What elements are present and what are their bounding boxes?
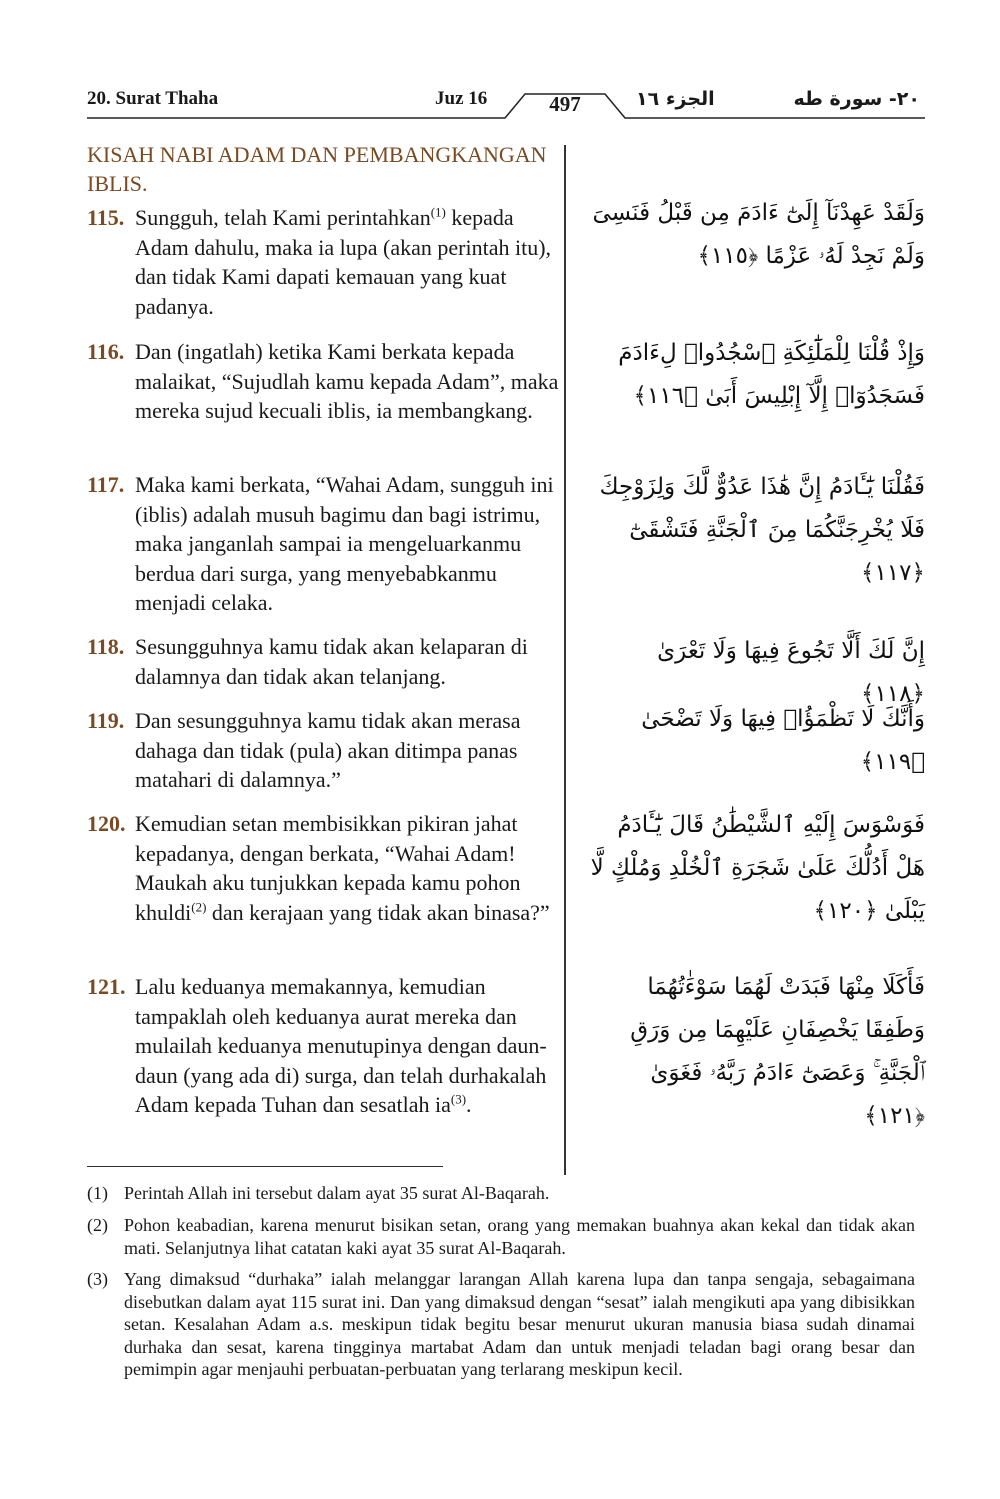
verse-number: 119. — [87, 708, 125, 733]
verse-121 — [87, 972, 562, 1120]
arabic-verse-118: إِنَّ لَكَ أَلَّا تَجُوعَ فِيهَا وَلَا تَعْرَىٰ ﴿١١٨﴾ — [657, 638, 925, 707]
verse-text-cont: . — [466, 1092, 472, 1117]
arabic-verse-121: فَأَكَلَا مِنْهَا فَبَدَتْ لَهُمَا سَوْءَٰتُهُمَا وَطَفِقَا يَخْصِفَانِ عَلَيْهِمَا مِن وَرَقِ ٱلْجَنَّةِ ۚ وَعَصَىٰٓ ءَادَمُ رَبَّهُۥ فَغَوَىٰ ﴿١٢١﴾ — [630, 974, 925, 1129]
footnote-mark: (3) — [87, 1269, 108, 1289]
footnote-3 — [87, 1268, 915, 1381]
arabic-verse-115: وَلَقَدْ عَهِدْنَآ إِلَىٰٓ ءَادَمَ مِن قَبْلُ فَنَسِىَ وَلَمْ نَجِدْ لَهُۥ عَزْمًا ﴿١١٥﴾ — [592, 200, 925, 269]
verse-number: 116. — [87, 339, 125, 364]
verse-text-cont: dan kerajaan yang tidak akan binasa?” — [206, 899, 550, 925]
verse-number: 121. — [87, 974, 126, 999]
footnote-ref: (2) — [191, 899, 207, 915]
verse-text-cont: kepada Adam dahulu, maka ia lupa (akan perintah itu), dan tidak Kami dapati kemauan yang kuat padanya. — [135, 205, 552, 319]
verse-number: 115. — [87, 205, 125, 230]
header-juz-label: Juz 16 — [435, 88, 488, 109]
section-title: KISAH NABI ADAM DAN PEMBANGKANGAN IBLIS. — [87, 142, 547, 196]
verse-117 — [87, 470, 562, 618]
header-juz-arabic: الجزء ١٦ — [636, 88, 715, 110]
footnote-mark: (2) — [87, 1215, 108, 1235]
verse-115 — [87, 203, 562, 321]
page-number-tab — [0, 0, 1000, 130]
verse-number: 117. — [87, 472, 125, 497]
column-divider — [564, 145, 566, 1175]
footnote-rule — [87, 1166, 443, 1167]
verse-text: Sesungguhnya kamu tidak akan kelaparan di dalamnya dan tidak akan telanjang. — [135, 634, 528, 689]
footnote-text: Perintah Allah ini tersebut dalam ayat 35 surat Al-Baqarah. — [124, 1183, 550, 1203]
verse-text: Dan sesungguhnya kamu tidak akan merasa dahaga dan tidak (pula) akan ditimpa panas matahari di dalamnya.” — [135, 708, 521, 792]
page-number: 497 — [549, 92, 581, 116]
verse-119 — [87, 706, 562, 795]
verse-text: Dan (ingatlah) ketika Kami berkata kepada malaikat, “Sujudlah kamu kepada Adam”, maka mereka sujud kecuali iblis, ia membangkang. — [135, 339, 559, 423]
footnote-2 — [87, 1214, 915, 1259]
footnote-text: Pohon keabadian, karena menurut bisikan setan, orang yang memakan buahnya akan kekal dan tidak akan mati. Selanjutnya lihat catatan kaki ayat 35 surat Al-Baqarah. — [124, 1215, 915, 1258]
arabic-verse-116: وَإِذْ قُلْنَا لِلْمَلَٰٓئِكَةِ ٱسْجُدُوا۟ لِءَادَمَ فَسَجَدُوٓا۟ إِلَّآ إِبْلِيسَ أَبَىٰ ﴿١١٦﴾ — [618, 340, 925, 409]
header-surah-title: 20. Surat Thaha — [87, 88, 219, 109]
footnote-1 — [87, 1182, 915, 1205]
verse-120 — [87, 809, 562, 927]
verse-text: Sungguh, telah Kami perintahkan — [135, 205, 431, 230]
footnote-ref: (1) — [430, 204, 446, 220]
arabic-verse-117: فَقُلْنَا يَٰٓـَٔادَمُ إِنَّ هَٰذَا عَدُوٌّ لَّكَ وَلِزَوْجِكَ فَلَا يُخْرِجَنَّكُمَا مِنَ ٱلْجَنَّةِ فَتَشْقَىٰٓ ﴿١١٧﴾ — [599, 474, 925, 586]
verse-118 — [87, 632, 562, 691]
verse-text: Lalu keduanya memakannya, kemudian tampaklah oleh keduanya aurat mereka dan mulailah keduanya menutupinya dengan daun-daun (yang ada di) surga, dan telah durhakalah Adam kepada Tuhan dan sesatlah ia — [135, 974, 547, 1117]
header-surah-arabic: ٢٠- سورة طه — [793, 88, 920, 110]
verse-text: Kemudian setan membisikkan pikiran jahat kepadanya, dengan berkata, “Wahai Adam! Maukah aku tunjukkan kepada kamu pohon khuldi — [135, 811, 521, 925]
verse-number: 120. — [87, 811, 126, 836]
verse-number: 118. — [87, 634, 125, 659]
arabic-verse-119: وَأَنَّكَ لَا تَظْمَؤُا۟ فِيهَا وَلَا تَضْحَىٰ ﴿١١٩﴾ — [641, 706, 925, 775]
footnote-mark: (1) — [87, 1183, 108, 1203]
verse-text: Maka kami berkata, “Wahai Adam, sungguh ini (iblis) adalah musuh bagimu dan bagi istrimu, maka janganlah sampai ia mengeluarkanmu berdua dari surga, yang menyebabkanmu menjadi celaka. — [135, 472, 554, 615]
footnote-text: Yang dimaksud “durhaka” ialah melanggar larangan Allah karena lupa dan tanpa sengaja, sebagaimana disebutkan dalam ayat 115 surat ini. Dan yang dimaksud dengan “sesat” ialah mengikuti apa yang dibisikkan setan. Kesalahan Adam a.s. meskipun tidak begitu besar menurut ukuran manusia biasa sudah dinamai durhaka dan sesat, karena tingginya martabat Adam dan untuk menjadi teladan bagi orang besar dan pemimpin agar menjauhi perbuatan-perbuatan yang terlarang meskipun kecil. — [124, 1269, 915, 1379]
verse-116 — [87, 337, 562, 426]
arabic-verse-120: فَوَسْوَسَ إِلَيْهِ ٱلشَّيْطَٰنُ قَالَ يَٰٓـَٔادَمُ هَلْ أَدُلُّكَ عَلَىٰ شَجَرَةِ ٱلْخُلْدِ وَمُلْكٍ لَّا يَبْلَىٰ ﴿١٢٠﴾ — [590, 812, 925, 924]
footnote-ref: (3) — [450, 1091, 467, 1107]
